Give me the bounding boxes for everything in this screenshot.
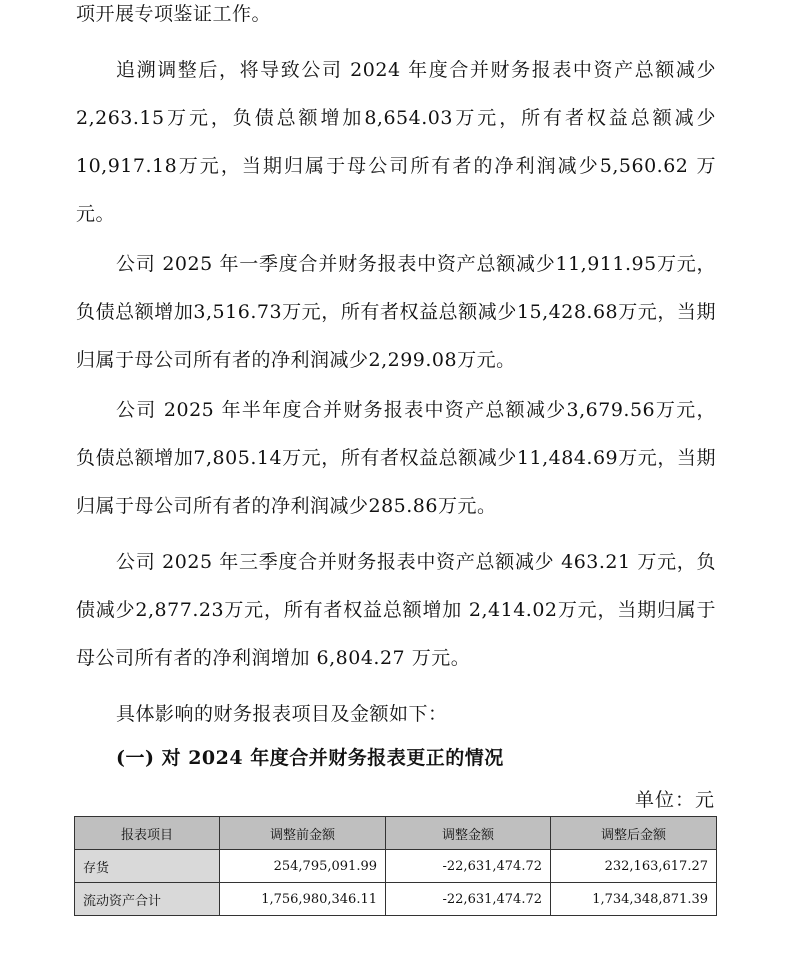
before-amount-cell: 254,795,091.99 xyxy=(220,850,386,883)
table-header-row xyxy=(75,817,717,850)
column-header-after-amount: 调整后金额 xyxy=(551,817,717,850)
paragraph-2024-restatement: 追溯调整后，将导致公司 2024 年度合并财务报表中资产总额减少2,263.15万元，负债总额增加8,654.03万元，所有者权益总额减少10,917.18万元，当期归属于母公司所有者的净利润减少5,560.62 万元。 xyxy=(76,59,716,225)
after-amount-cell: 232,163,617.27 xyxy=(551,850,717,883)
paragraph-2025-half-year: 公司 2025 年半年度合并财务报表中资产总额减少3,679.56万元，负债总额增加7,805.14万元，所有者权益总额减少11,484.69万元，当期归属于母公司所有者的净利润减少285.86万元。 xyxy=(76,399,716,517)
unit-label: 单位：元 xyxy=(634,789,715,811)
paragraph-2025-q1: 公司 2025 年一季度合并财务报表中资产总额减少11,911.95万元，负债总额增加3,516.73万元，所有者权益总额减少15,428.68万元，当期归属于母公司所有者的净利润减少2,299.08万元。 xyxy=(76,253,716,371)
table-row xyxy=(75,883,717,916)
column-header-item: 报表项目 xyxy=(75,817,220,850)
section-heading: (一) 对 2024 年度合并财务报表更正的情况 xyxy=(116,747,504,769)
paragraph-continuation: 项开展专项鉴证工作。 xyxy=(76,3,272,25)
row-label: 流动资产合计 xyxy=(75,883,220,916)
paragraph-impact-intro: 具体影响的财务报表项目及金额如下： xyxy=(116,703,448,725)
column-header-before-amount: 调整前金额 xyxy=(220,817,386,850)
paragraph-2025-q3: 公司 2025 年三季度合并财务报表中资产总额减少 463.21 万元，负债减少2,877.23万元，所有者权益总额增加 2,414.02万元，当期归属于母公司所有者的净利润增加 6,804.27 万元。 xyxy=(76,551,716,669)
before-amount-cell: 1,756,980,346.11 xyxy=(220,883,386,916)
after-amount-cell: 1,734,348,871.39 xyxy=(551,883,717,916)
column-header-adjustment: 调整金额 xyxy=(386,817,551,850)
restatement-table xyxy=(74,816,717,916)
row-label: 存货 xyxy=(75,850,220,883)
adjustment-cell: -22,631,474.72 xyxy=(386,883,551,916)
adjustment-cell: -22,631,474.72 xyxy=(386,850,551,883)
table-row xyxy=(75,850,717,883)
